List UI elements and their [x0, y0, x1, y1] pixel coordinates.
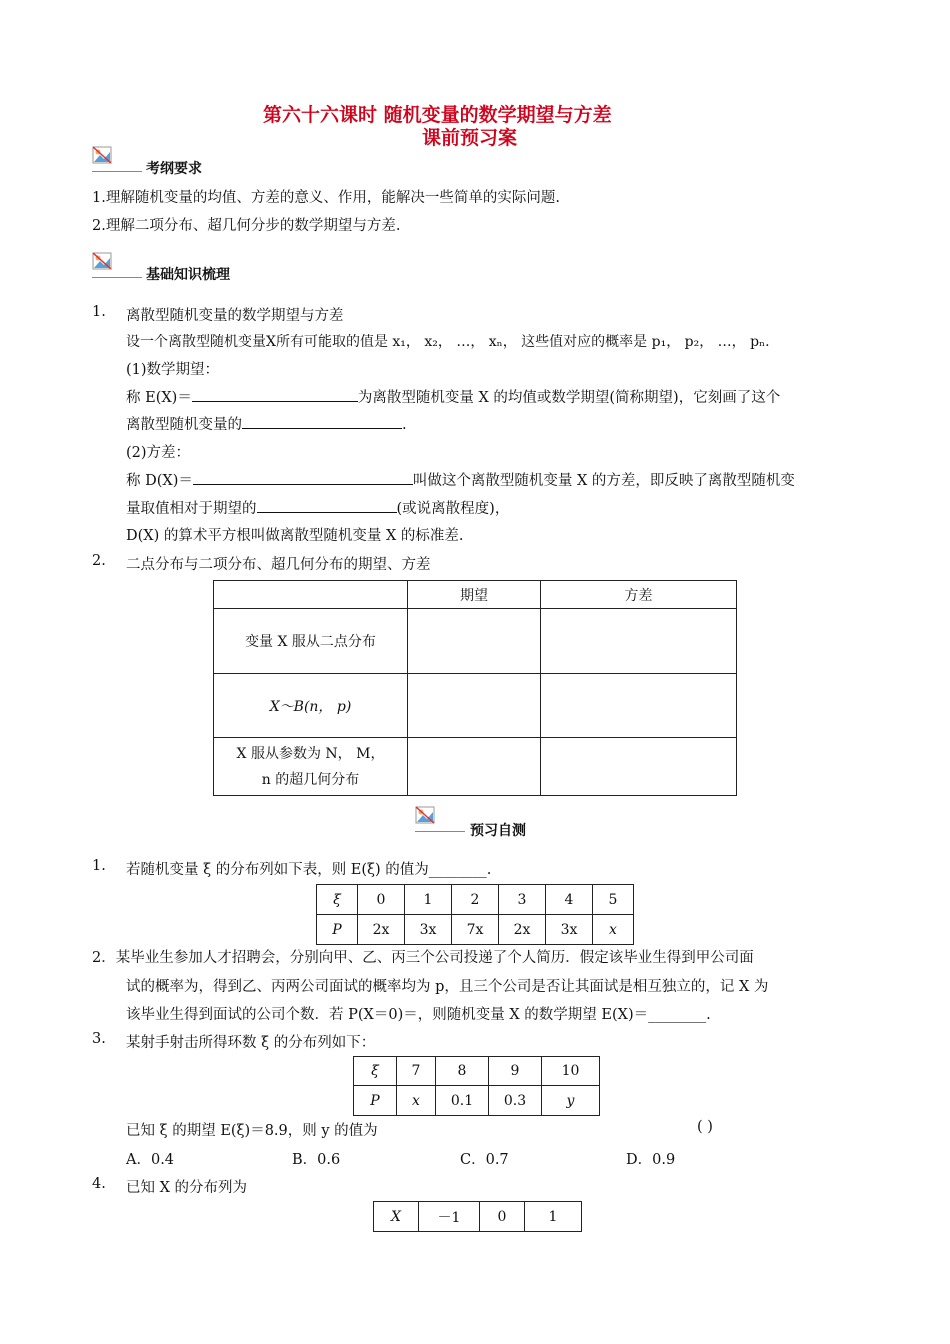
kaogang-item-1: 1.理解随机变量的均值、方差的意义、作用，能解决一些简单的实际问题. — [92, 190, 560, 206]
question-number: 1. — [92, 858, 106, 874]
fill-blank[interactable] — [257, 498, 397, 513]
text-line — [126, 497, 509, 518]
sub-heading: (2)方差： — [126, 445, 191, 461]
section-heading-kaogang: 考纲要求 — [146, 161, 202, 177]
table-cell: 9 — [489, 1057, 542, 1086]
table-cell: 7 — [397, 1057, 436, 1086]
table-row-label: X～B(n， p) — [214, 674, 408, 738]
table-cell: 2x — [499, 915, 546, 945]
table-header: 期望 — [408, 581, 541, 609]
shooting-distribution-table — [353, 1056, 600, 1116]
item-title: 离散型随机变量的数学期望与方差 — [126, 308, 344, 324]
text-line: D(X) 的算术平方根叫做离散型随机变量 X 的标准差. — [126, 528, 464, 544]
text-fragment: 量取值相对于期望的 — [126, 501, 257, 517]
table-cell: 4 — [546, 885, 593, 915]
table-cell[interactable] — [541, 674, 737, 738]
kaogang-item-2: 2.理解二项分布、超几何分步的数学期望与方差. — [92, 218, 401, 234]
table-cell: y — [542, 1086, 600, 1116]
item-number: 1. — [92, 304, 106, 320]
text-fragment: 离散型随机变量的 — [126, 417, 242, 433]
question-text: 已知 X 的分布列为 — [126, 1180, 248, 1196]
table-cell: 0 — [358, 885, 405, 915]
table-cell — [214, 581, 408, 609]
text-fragment: . — [402, 417, 407, 433]
table-cell: 7x — [452, 915, 499, 945]
table-cell: 1 — [405, 885, 452, 915]
question-number: 4. — [92, 1176, 106, 1192]
text-line: 设一个离散型随机变量X所有可能取的值是 x₁， x₂， …， xₙ， 这些值对应的概率是 p₁， p₂， …， pₙ. — [126, 334, 770, 350]
table-cell[interactable] — [408, 609, 541, 674]
fill-blank[interactable] — [192, 387, 358, 402]
table-cell[interactable] — [408, 738, 541, 796]
fill-blank[interactable] — [242, 414, 402, 429]
text-fragment: 叫做这个离散型随机变量 X 的方差，即反映了离散型随机变 — [412, 473, 795, 489]
table-row-label-line: X 服从参数为 N， M， — [236, 745, 385, 762]
table-header: 方差 — [541, 581, 737, 609]
table-cell: 0.3 — [489, 1086, 542, 1116]
table-cell: 0.1 — [436, 1086, 489, 1116]
table-cell: P — [317, 915, 358, 945]
table-cell: X — [374, 1202, 419, 1232]
xi-distribution-table — [316, 884, 634, 945]
table-cell: P — [354, 1086, 397, 1116]
option-b[interactable]: B．0.6 — [292, 1152, 341, 1168]
image-placeholder-icon — [92, 252, 142, 278]
table-cell: 3x — [546, 915, 593, 945]
table-cell: －1 — [419, 1202, 480, 1232]
question-text: 若随机变量 ξ 的分布列如下表，则 E(ξ) 的值为________. — [126, 862, 492, 878]
table-cell: 10 — [542, 1057, 600, 1086]
table-row-label-line: n 的超几何分布 — [261, 771, 360, 788]
table-cell: ξ — [317, 885, 358, 915]
distribution-table — [213, 580, 737, 796]
option-d[interactable]: D．0.9 — [626, 1152, 676, 1168]
question-text: 2．某毕业生参加人才招聘会，分别向甲、乙、丙三个公司投递了个人简历．假定该毕业生得到甲公司面 — [92, 950, 754, 966]
question-stem: 已知 ξ 的期望 E(ξ)＝8.9，则 y 的值为 — [126, 1123, 378, 1139]
table-cell: 2x — [358, 915, 405, 945]
question-text: 试的概率为，得到乙、丙两公司面试的概率均为 p，且三个公司是否让其面试是相互独立的，记 X 为 — [126, 979, 769, 995]
table-cell: 3x — [405, 915, 452, 945]
section-heading-yuxi: 预习自测 — [470, 823, 526, 839]
x-distribution-table — [373, 1201, 582, 1232]
table-row-label — [214, 738, 408, 796]
table-cell: 0 — [480, 1202, 525, 1232]
image-placeholder-icon — [415, 806, 465, 832]
table-cell: 8 — [436, 1057, 489, 1086]
option-a[interactable]: A．0.4 — [126, 1152, 175, 1168]
option-c[interactable]: C．0.7 — [460, 1152, 509, 1168]
table-cell: 5 — [593, 885, 634, 915]
table-row-label: 变量 X 服从二点分布 — [214, 609, 408, 674]
table-cell[interactable] — [541, 738, 737, 796]
section-heading-jichu: 基础知识梳理 — [146, 267, 230, 283]
text-line — [126, 413, 407, 434]
item-title: 二点分布与二项分布、超几何分布的期望、方差 — [126, 557, 431, 573]
question-text: 该毕业生得到面试的公司个数．若 P(X＝0)＝，则随机变量 X 的数学期望 E(X)＝________. — [126, 1007, 711, 1023]
question-text: 某射手射击所得环数 ξ 的分布列如下： — [126, 1035, 376, 1051]
table-cell: 3 — [499, 885, 546, 915]
table-cell: 2 — [452, 885, 499, 915]
table-cell: 1 — [525, 1202, 582, 1232]
table-cell[interactable] — [408, 674, 541, 738]
table-cell: x — [397, 1086, 436, 1116]
page-subtitle: 课前预习案 — [422, 127, 518, 149]
table-cell: x — [593, 915, 634, 945]
text-fragment: 为离散型随机变量 X 的均值或数学期望(简称期望)，它刻画了这个 — [357, 390, 781, 406]
sub-heading: (1)数学期望： — [126, 362, 220, 378]
item-number: 2. — [92, 553, 106, 569]
fill-blank[interactable] — [193, 470, 413, 485]
text-line — [126, 469, 795, 490]
table-cell[interactable] — [541, 609, 737, 674]
question-number: 3. — [92, 1031, 106, 1047]
page-title: 第六十六课时 随机变量的数学期望与方差 — [263, 104, 612, 126]
text-fragment: 称 D(X)＝ — [126, 473, 193, 489]
text-fragment: (或说离散程度)， — [396, 501, 510, 517]
image-placeholder-icon — [92, 146, 142, 172]
answer-bracket: ( ) — [697, 1119, 713, 1135]
text-line — [126, 386, 780, 407]
text-fragment: 称 E(X)＝ — [126, 390, 192, 406]
table-cell: ξ — [354, 1057, 397, 1086]
